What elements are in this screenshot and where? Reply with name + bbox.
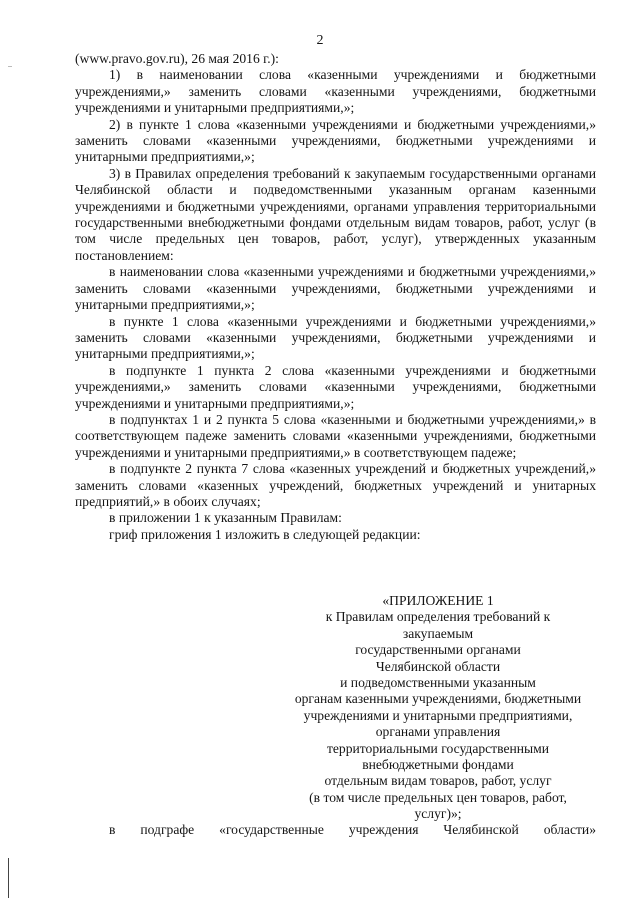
grif-line: территориальными государственными xyxy=(326,740,550,756)
grif-line: государственными органами xyxy=(355,642,521,658)
scan-margin-line xyxy=(8,858,9,898)
grif-line: к Правилам определения требований к xyxy=(325,609,551,625)
grif-line: учреждениями и унитарными предприятиями, xyxy=(303,707,573,723)
grif-line: органами управления xyxy=(375,724,501,740)
paragraph: в подпункте 1 пункта 2 слова «казенными учреждениями и бюджетными учреждениями,» заменить словами «казенными учреждениями, бюджетными учреждениями и унитарными предприятиями,»; xyxy=(75,362,596,411)
grif-line: «ПРИЛОЖЕНИЕ 1 xyxy=(382,593,494,608)
paragraph: 2) в пункте 1 слова «казенными учреждениями и бюджетными учреждениями,» заменить словами «казенными учреждениями, бюджетными учреждениями и унитарными предприятиями,»; xyxy=(75,116,596,165)
grif-line: (в том числе предельных цен товаров, работ, xyxy=(309,789,567,805)
grif-line: и подведомственными указанным xyxy=(340,675,536,691)
scan-margin-tick xyxy=(8,66,12,67)
paragraph: в подпунктах 1 и 2 пункта 5 слова «казенными и бюджетными учреждениями,» в соответствующем падеже заменить словами «казенными учреждениями, бюджетными учреждениями и унитарными предприятиями,» в соответствующем падеже; xyxy=(75,411,596,460)
grif-line: отдельным видам товаров, работ, услуг xyxy=(324,773,552,789)
appendix-grif xyxy=(268,593,608,823)
grif-line: закупаемым xyxy=(402,625,474,641)
grif-line: внебюджетными фондами xyxy=(362,757,514,773)
grif-line: услуг)»; xyxy=(414,806,462,822)
grif-line: органам казенными учреждениями, бюджетными xyxy=(294,691,582,707)
paragraph: (www.pravo.gov.ru), 26 мая 2016 г.): xyxy=(75,51,279,66)
paragraph: в наименовании слова «казенными учреждениями и бюджетными учреждениями,» заменить словами «казенными учреждениями, бюджетными учреждениями и унитарными предприятиями,»; xyxy=(75,264,596,313)
grif-line: Челябинской области xyxy=(375,658,501,674)
paragraph: 1) в наименовании слова «казенными учреждениями и бюджетными учреждениями,» заменить словами «казенными учреждениями, бюджетными учреждениями и унитарными предприятиями,»; xyxy=(75,67,596,116)
paragraph: гриф приложения 1 изложить в следующей редакции: xyxy=(109,526,421,542)
paragraph: в пункте 1 слова «казенными учреждениями и бюджетными учреждениями,» заменить словами «казенными учреждениями, бюджетными учреждениями и унитарными предприятиями,»; xyxy=(75,313,596,362)
paragraph: в приложении 1 к указанным Правилам: xyxy=(109,510,342,526)
page-number: 2 xyxy=(316,33,324,48)
document-body xyxy=(75,51,596,543)
final-paragraph: в подграфе «государственные учреждения Челябинской области» xyxy=(109,822,596,837)
paragraph: 3) в Правилах определения требований к закупаемым государственными органами Челябинской области и подведомственными указанным органам казенными учреждениями и бюджетными учреждениями, органами управления территориальными государственными внебюджетными фондами отдельным видам товаров, работ, услуг (в том числе предельных цен товаров, работ, услуг), утвержденных указанным постановлением: xyxy=(75,165,596,263)
paragraph: в подпункте 2 пункта 7 слова «казенных учреждений и бюджетных учреждений,» заменить словами «казенных учреждений, бюджетных учреждений и унитарных предприятий,» в обоих случаях; xyxy=(75,461,596,509)
